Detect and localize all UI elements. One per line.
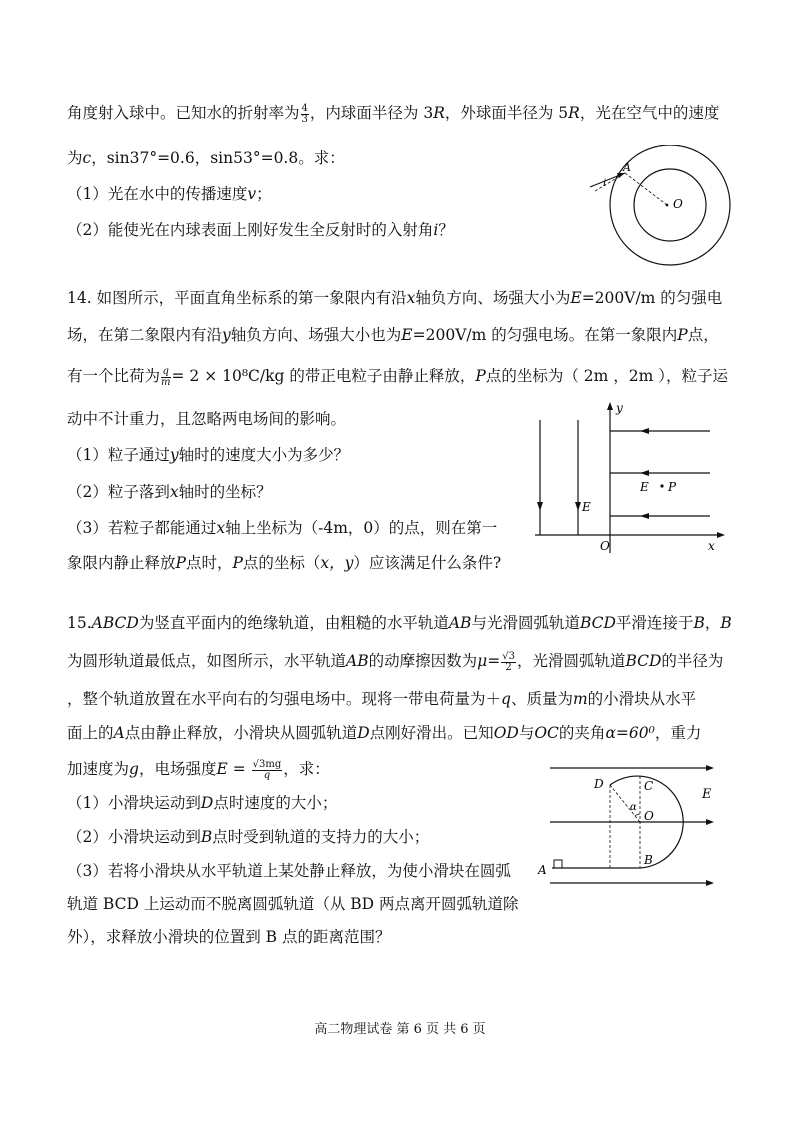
point-P-dot	[660, 484, 663, 487]
q15-subquestion-1: （1）小滑块运动到D点时速度的大小；	[67, 794, 338, 812]
page-footer: 高二物理试卷 第 6 页 共 6 页	[314, 1022, 486, 1037]
q15-subquestion-3-cont-2: 外），求释放小滑块的位置到 B 点的距离范围？	[67, 928, 391, 946]
field-arrow-top	[706, 765, 714, 771]
q14-subquestion-2: （2）粒子落到x轴时的坐标？	[67, 483, 272, 501]
q14-line-2: 场，在第二象限内有沿y轴负方向、场强大小也为E=200V/m 的匀强电场。在第一象限内P点，	[67, 326, 719, 344]
label-O: O	[644, 809, 654, 823]
q15-track-figure	[530, 760, 720, 895]
q14-line-1: 14. 如图所示，平面直角坐标系的第一象限内有沿x轴负方向、场强大小为E=200V/m 的匀强电	[67, 289, 723, 307]
label-i: i	[603, 178, 607, 189]
label-E-right: E	[640, 480, 649, 494]
q15-line-1: 15.ABCD为竖直平面内的绝缘轨道，由粗糙的水平轨道AB与光滑圆弧轨道BCD平滑连接于B，B	[67, 614, 732, 632]
q15-line-3: ，整个轨道放置在水平向右的匀强电场中。现将一带电荷量为＋q、质量为m的小滑块从水平	[67, 690, 697, 708]
slider-block	[554, 860, 562, 868]
field-arrow-down-1	[537, 502, 543, 511]
q15-line-2: 为圆形轨道最低点，如图所示，水平轨道AB的动摩擦因数为μ= $\frac{√3}{2}$ ，光滑圆弧轨道BCD的半径为	[67, 650, 724, 673]
q13-line-2: 为c，sin37°=0.6，sin53°=0.8。求：	[67, 149, 345, 167]
field-arrow-bottom	[706, 880, 714, 886]
field-arrow-middle	[706, 819, 714, 825]
label-A: A	[538, 863, 547, 877]
q15-subquestion-2: （2）小滑块运动到B点时受到轨道的支持力的大小；	[67, 828, 430, 846]
label-x: x	[708, 539, 715, 553]
refractive-index-fraction: $\frac{4}{3}$	[301, 102, 308, 125]
charge-mass-ratio-fraction: $\frac{q}{m}$	[161, 365, 171, 388]
label-A: A	[623, 161, 631, 174]
q13-subquestion-2: （2）能使光在内球表面上刚好发生全反射时的入射角i？	[67, 221, 454, 239]
x-axis-arrow	[717, 532, 725, 538]
label-O: O	[600, 539, 610, 553]
field-strength-fraction: $\frac{√3mg}{q}$	[252, 758, 282, 781]
angle-alpha-arc	[635, 814, 640, 816]
label-B: B	[644, 853, 653, 867]
field-arrow-left-1	[640, 428, 649, 434]
q14-subquestion-1: （1）粒子通过y轴时的速度大小为多少？	[67, 446, 350, 464]
q14-subquestion-3-cont: 象限内静止释放P点时，P点的坐标（x，y）应该满足什么条件?	[67, 554, 502, 572]
q14-line-4: 动中不计重力，且忽略两电场间的影响。	[67, 410, 347, 428]
q13-subquestion-1: （1）光在水中的传播速度v；	[67, 185, 272, 203]
q15-line-4: 面上的A点由静止释放，小滑块从圆弧轨道D点刚好滑出。已知OD与OC的夹角α=60⁰，重力	[67, 724, 702, 742]
label-C: C	[644, 779, 654, 793]
q15-line-5: 加速度为g，电场强度E = $\frac{√3mg}{q}$ ，求：	[67, 758, 330, 781]
label-E: E	[702, 787, 712, 802]
field-arrow-down-2	[575, 502, 581, 511]
q13-line-1: 角度射入球中。已知水的折射率为 $\frac{4}{3}$ ，内球面半径为 3R，外球面半径为 5R，光在空气中的速度	[67, 102, 720, 125]
label-D: D	[594, 777, 604, 791]
q14-line-3: 有一个比荷为 $\frac{q}{m}$ = 2 × 10⁸C/kg 的带正电粒子由静止释放，P点的坐标为（ 2m ，2m ），粒子运	[67, 365, 728, 388]
q15-subquestion-3-cont-1: 轨道 BCD 上运动而不脱离圆弧轨道（从 BD 两点离开圆弧轨道除	[67, 895, 519, 913]
q14-subquestion-3: （3）若粒子都能通过x轴上坐标为（-4m，0）的点，则在第一	[67, 519, 498, 537]
inner-sphere	[634, 169, 706, 241]
field-arrow-left-2	[640, 470, 649, 476]
field-arrow-left-3	[640, 513, 649, 519]
y-axis-arrow	[607, 402, 613, 410]
q15-subquestion-3: （3）若将小滑块从水平轨道上某处静止释放，为使小滑块在圆弧	[67, 862, 511, 880]
label-alpha: α	[630, 802, 637, 813]
q14-field-figure	[530, 398, 730, 558]
label-y: y	[616, 401, 623, 415]
label-P: P	[668, 480, 677, 494]
q13-sphere-figure	[585, 145, 735, 270]
friction-coefficient-fraction: $\frac{√3}{2}$	[502, 650, 515, 673]
center-point	[666, 204, 669, 207]
label-O: O	[673, 197, 683, 211]
label-E-left: E	[582, 500, 591, 514]
